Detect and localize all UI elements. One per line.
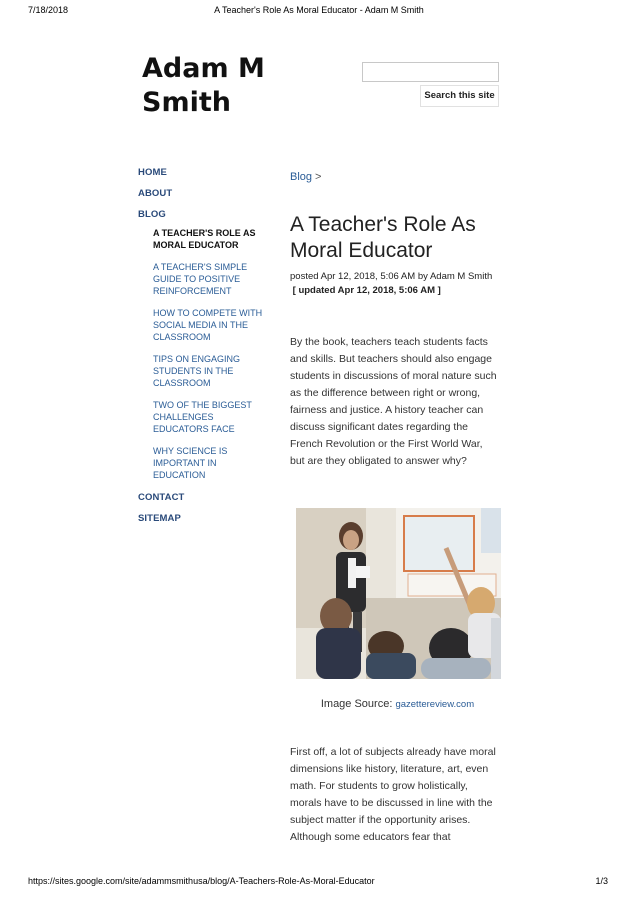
- image-source-link[interactable]: gazettereview.com: [395, 699, 475, 710]
- blog-subnav: [153, 227, 265, 481]
- image-caption-prefix: Image Source:: [320, 698, 393, 710]
- subnav-item[interactable]: A TEACHER'S SIMPLE GUIDE TO POSITIVE REINFORCEMENT: [153, 262, 248, 296]
- sidebar-nav: [138, 166, 268, 533]
- classroom-photo: [296, 508, 501, 679]
- page-title: A Teacher's Role As Moral Educator: [290, 213, 476, 262]
- nav-item-sitemap[interactable]: SITEMAP: [138, 513, 181, 524]
- print-footer: [0, 876, 638, 890]
- print-document-title: A Teacher's Role As Moral Educator - Adam M Smith: [214, 5, 424, 15]
- print-page-number: 1/3: [595, 876, 608, 886]
- post-paragraph-1: By the book, teachers teach students facts and skills. But teachers should also engage students in discussions of moral nature such as the difference between right or wrong, fairness and justice. A history teacher can discuss significant dates regarding the French Revolution or the First World War, but are they obligated to answer why?: [290, 336, 497, 467]
- subnav-item-current[interactable]: A TEACHER'S ROLE AS MORAL EDUCATOR: [153, 228, 256, 250]
- breadcrumb-separator: >: [315, 171, 322, 183]
- subnav-item[interactable]: TIPS ON ENGAGING STUDENTS IN THE CLASSROOM: [153, 354, 241, 388]
- nav-item-contact[interactable]: CONTACT: [138, 492, 185, 503]
- search-button[interactable]: Search this site: [420, 85, 499, 107]
- nav-item-about[interactable]: ABOUT: [138, 188, 173, 199]
- post-paragraph-2: First off, a lot of subjects already have moral dimensions like history, literature, art, even math. For students to grow holistically, morals have to be discussed in line with the subject matter if the opportunity arises. Although some educators fear that: [290, 746, 496, 843]
- print-date: 7/18/2018: [28, 5, 69, 15]
- post-meta-updated: [ updated Apr 12, 2018, 5:06 AM ]: [292, 285, 441, 296]
- subnav-item[interactable]: HOW TO COMPETE WITH SOCIAL MEDIA IN THE CLASSROOM: [153, 308, 263, 342]
- print-url: https://sites.google.com/site/adammsmithusa/blog/A-Teachers-Role-As-Moral-Educator: [28, 876, 375, 886]
- breadcrumb-blog-link[interactable]: Blog: [290, 171, 313, 183]
- classroom-photo-illustration: [296, 508, 501, 679]
- search-input[interactable]: [362, 62, 499, 82]
- site-title[interactable]: Adam M Smith: [142, 53, 265, 118]
- nav-item-home[interactable]: HOME: [138, 167, 167, 178]
- post-meta-posted: posted Apr 12, 2018, 5:06 AM by Adam M Smith: [290, 271, 493, 282]
- subnav-item[interactable]: TWO OF THE BIGGEST CHALLENGES EDUCATORS FACE: [153, 400, 252, 434]
- subnav-item[interactable]: WHY SCIENCE IS IMPORTANT IN EDUCATION: [153, 446, 228, 480]
- breadcrumb: [290, 171, 321, 183]
- image-caption: [290, 698, 505, 710]
- post-meta: [290, 270, 495, 298]
- print-header: [0, 5, 638, 19]
- nav-item-blog[interactable]: BLOG: [138, 209, 166, 220]
